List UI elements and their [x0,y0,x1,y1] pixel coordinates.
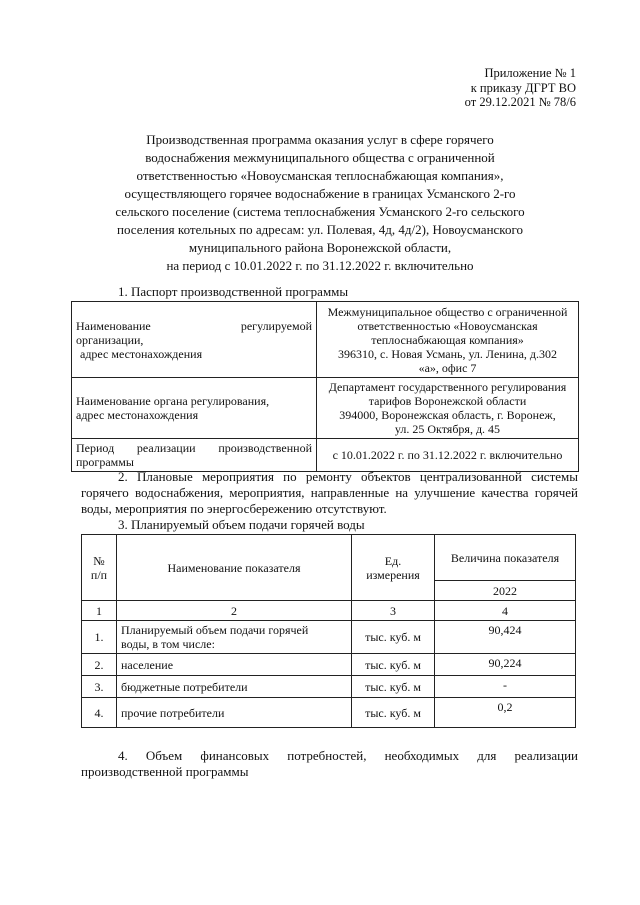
colnum-cell: 4 [435,601,576,621]
appendix-line-1: Приложение № 1 [484,66,576,80]
section3-heading: 3. Планируемый объем подачи горячей воды [118,517,365,532]
passport-value-regulator: Департамент государственного регулирования тарифов Воронежской области 394000, Воронежская область, г. Воронеж, ул. 25 Октября, д. 45 [317,378,579,439]
title-line: на период с 10.01.2022 г. по 31.12.2022 г. включительно [166,258,474,273]
title-line: сельского поселение (система теплоснабжения Усманского 2-го сельского [115,204,525,219]
row-value: 90,224 [435,654,576,676]
row-num: 4. [82,698,117,728]
appendix-line-3: от 29.12.2021 № 78/6 [464,95,576,109]
row-name: бюджетные потребители [117,676,352,698]
colnum-cell: 3 [352,601,435,621]
passport-label-organization: Наименование регулируемой организации, адрес местонахождения [72,302,317,378]
title-line: муниципального района Воронежской области, [188,240,452,255]
table-row [72,302,579,378]
passport-label-regulator: Наименование органа регулирования, адрес местонахождения [72,378,317,439]
title-line: осуществляющего горячее водоснабжение в границах Усманского 2-го [124,186,516,201]
table-row [82,698,576,728]
colnum-cell: 2 [117,601,352,621]
table-header-row [82,535,576,581]
title-line: ответственностью «Новоусманская теплоснабжающая компания», [136,168,504,183]
row-value: 0,2 [435,698,576,728]
header-num: № п/п [82,535,117,601]
row-num: 1. [82,621,117,654]
row-unit: тыс. куб. м [352,698,435,728]
colnum-cell: 1 [82,601,117,621]
document-title [70,131,570,275]
passport-value-organization: Межмуниципальное общество с ограниченной ответственностью «Новоусманская теплоснабжающая компания» 396310, с. Новая Усмань, ул. Ленина, д.302 «а», офис 7 [317,302,579,378]
row-name: прочие потребители [117,698,352,728]
row-num: 2. [82,654,117,676]
passport-value-period: с 10.01.2022 г. по 31.12.2022 г. включительно [317,439,579,472]
appendix-line-2: к приказу ДГРТ ВО [470,80,576,95]
row-unit: тыс. куб. м [352,621,435,654]
header-value: Величина показателя [435,535,576,581]
table-row [82,676,576,698]
row-name: население [117,654,352,676]
row-num: 3. [82,676,117,698]
header-year: 2022 [435,581,576,601]
row-unit: тыс. куб. м [352,654,435,676]
title-line: Производственная программа оказания услуг в сфере горячего [146,132,494,147]
row-unit: тыс. куб. м [352,676,435,698]
appendix-reference [465,66,576,110]
row-value: - [435,676,576,698]
row-name: Планируемый объем подачи горячей воды, в том числе: [117,621,352,654]
section4-text: 4. Объем финансовых потребностей, необходимых для реализации производственной программы [81,748,578,779]
section2-text: 2. Плановые мероприятия по ремонту объектов централизованной системы горячего водоснабжения, мероприятия, направленные на улучшение качества горячей воды, мероприятия по энергосбережению отсутствуют. [81,469,578,516]
row-value: 90,424 [435,621,576,654]
table-row [82,654,576,676]
passport-table [71,301,579,472]
section1-heading: 1. Паспорт производственной программы [118,284,349,299]
table-row [72,439,579,472]
passport-label-period: Период реализации производственной программы [72,439,317,472]
header-name: Наименование показателя [117,535,352,601]
table-colnum-row [82,601,576,621]
table-row [72,378,579,439]
header-unit: Ед. измерения [352,535,435,601]
table-row [82,621,576,654]
water-volume-table [81,534,576,728]
title-line: поселения котельных по адресам: ул. Полевая, 4д, 4д/2), Новоусманского [117,222,523,237]
title-line: водоснабжения межмуниципального общества с ограниченной [145,150,495,165]
